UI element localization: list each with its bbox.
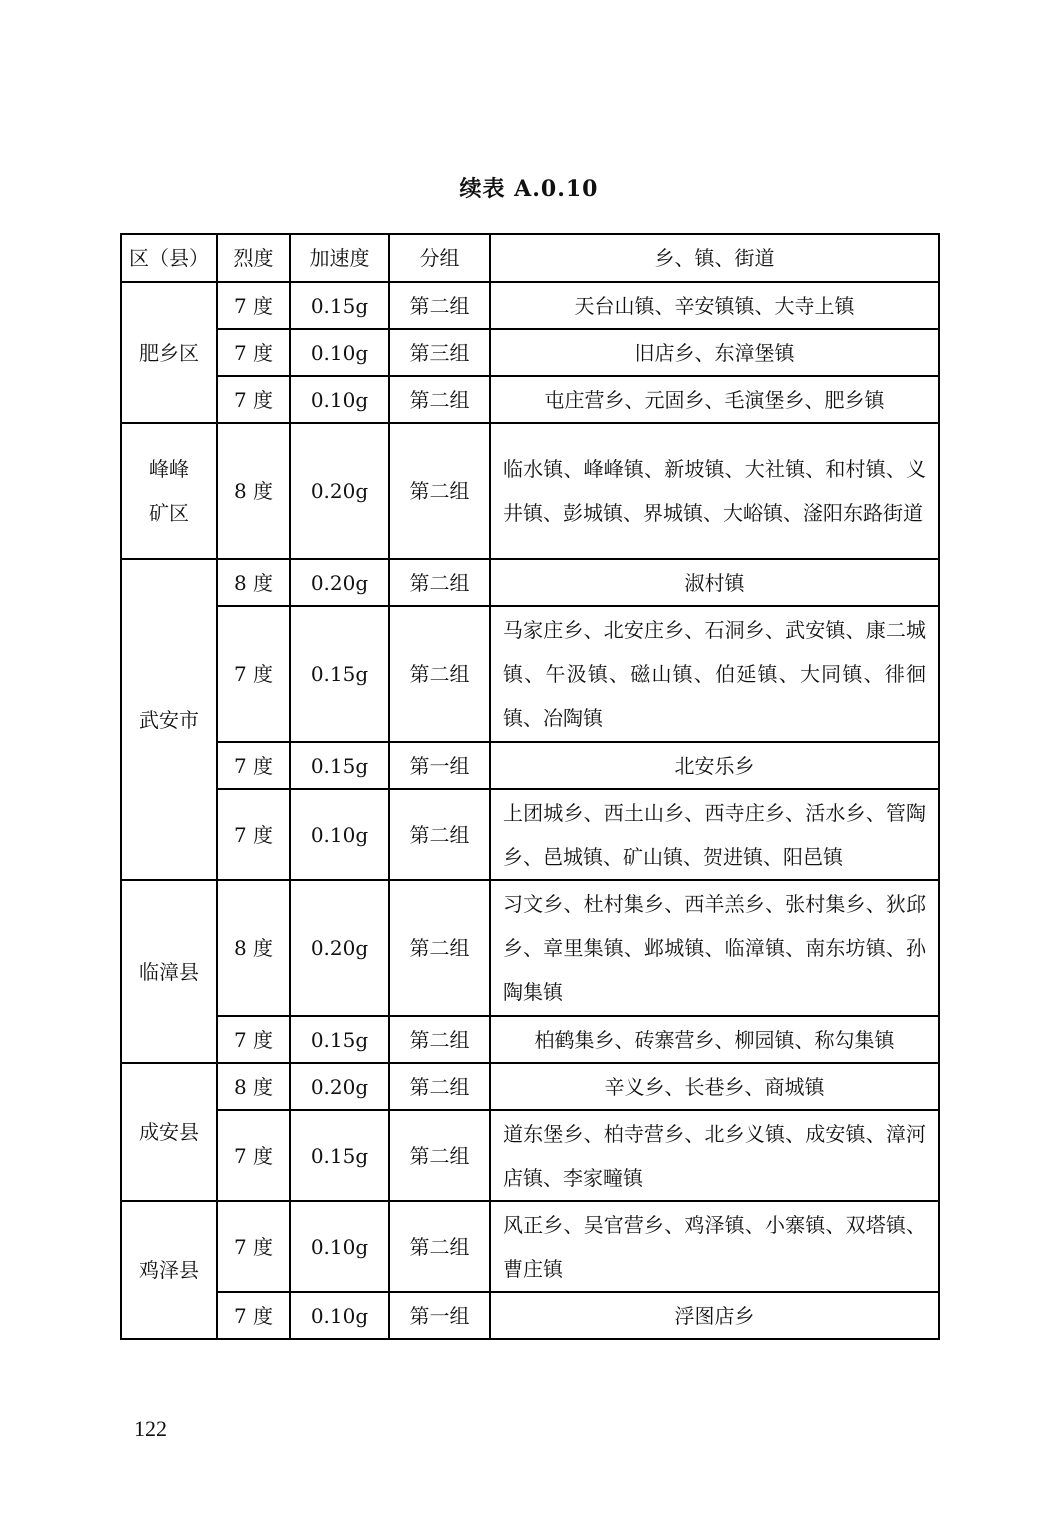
intensity-cell: 7 度 xyxy=(217,376,290,423)
acceleration-cell: 0.15g xyxy=(290,742,389,789)
page-number: 122 xyxy=(134,1416,167,1441)
acceleration-cell: 0.20g xyxy=(290,880,389,1016)
intensity-cell: 7 度 xyxy=(217,329,290,376)
group-cell: 第二组 xyxy=(389,1201,490,1292)
header-group: 分组 xyxy=(389,234,490,282)
towns-cell: 习文乡、杜村集乡、西羊羔乡、张村集乡、狄邱乡、章里集镇、邺城镇、临漳镇、南东坊镇、孙陶集镇 xyxy=(490,880,939,1016)
towns-cell: 柏鹤集乡、砖寨营乡、柳园镇、称勾集镇 xyxy=(490,1016,939,1063)
towns-cell: 辛义乡、长巷乡、商城镇 xyxy=(490,1063,939,1110)
table-row xyxy=(121,329,939,376)
intensity-cell: 7 度 xyxy=(217,742,290,789)
group-cell: 第二组 xyxy=(389,880,490,1016)
district-cell: 武安市 xyxy=(121,559,217,880)
towns-cell: 淑村镇 xyxy=(490,559,939,606)
table-row xyxy=(121,282,939,329)
intensity-cell: 8 度 xyxy=(217,559,290,606)
table-row xyxy=(121,423,939,559)
towns-cell: 上团城乡、西土山乡、西寺庄乡、活水乡、管陶乡、邑城镇、矿山镇、贺进镇、阳邑镇 xyxy=(490,789,939,880)
group-cell: 第二组 xyxy=(389,282,490,329)
table-row xyxy=(121,1110,939,1201)
table-row xyxy=(121,606,939,742)
header-towns: 乡、镇、街道 xyxy=(490,234,939,282)
table-row xyxy=(121,376,939,423)
acceleration-cell: 0.15g xyxy=(290,282,389,329)
towns-cell: 风正乡、吴官营乡、鸡泽镇、小寨镇、双塔镇、曹庄镇 xyxy=(490,1201,939,1292)
towns-cell: 北安乐乡 xyxy=(490,742,939,789)
district-cell: 肥乡区 xyxy=(121,282,217,423)
header-acceleration: 加速度 xyxy=(290,234,389,282)
table-row xyxy=(121,1201,939,1292)
header-row xyxy=(121,234,939,282)
towns-cell: 浮图店乡 xyxy=(490,1292,939,1339)
intensity-cell: 8 度 xyxy=(217,880,290,1016)
table-row xyxy=(121,1016,939,1063)
group-cell: 第二组 xyxy=(389,559,490,606)
table-row xyxy=(121,1063,939,1110)
district-cell: 临漳县 xyxy=(121,880,217,1063)
group-cell: 第三组 xyxy=(389,329,490,376)
group-cell: 第二组 xyxy=(389,606,490,742)
table-body xyxy=(121,282,939,1339)
towns-cell: 屯庄营乡、元固乡、毛演堡乡、肥乡镇 xyxy=(490,376,939,423)
district-cell: 鸡泽县 xyxy=(121,1201,217,1339)
acceleration-cell: 0.10g xyxy=(290,789,389,880)
group-cell: 第二组 xyxy=(389,789,490,880)
intensity-cell: 7 度 xyxy=(217,1201,290,1292)
group-cell: 第一组 xyxy=(389,1292,490,1339)
acceleration-cell: 0.15g xyxy=(290,1016,389,1063)
group-cell: 第二组 xyxy=(389,423,490,559)
table-row xyxy=(121,559,939,606)
towns-cell: 马家庄乡、北安庄乡、石洞乡、武安镇、康二城镇、午汲镇、磁山镇、伯延镇、大同镇、徘徊镇、冶陶镇 xyxy=(490,606,939,742)
acceleration-cell: 0.10g xyxy=(290,329,389,376)
acceleration-cell: 0.10g xyxy=(290,376,389,423)
group-cell: 第二组 xyxy=(389,1016,490,1063)
district-cell: 峰峰 矿区 xyxy=(121,423,217,559)
acceleration-cell: 0.15g xyxy=(290,1110,389,1201)
table-title: 续表 A.0.10 xyxy=(459,176,599,202)
intensity-cell: 7 度 xyxy=(217,606,290,742)
intensity-cell: 8 度 xyxy=(217,423,290,559)
header-intensity: 烈度 xyxy=(217,234,290,282)
intensity-cell: 7 度 xyxy=(217,789,290,880)
group-cell: 第一组 xyxy=(389,742,490,789)
seismic-table xyxy=(120,233,940,1340)
group-cell: 第二组 xyxy=(389,1063,490,1110)
header-district: 区（县） xyxy=(121,234,217,282)
acceleration-cell: 0.10g xyxy=(290,1292,389,1339)
acceleration-cell: 0.20g xyxy=(290,1063,389,1110)
towns-cell: 临水镇、峰峰镇、新坡镇、大社镇、和村镇、义井镇、彭城镇、界城镇、大峪镇、滏阳东路街道 xyxy=(490,423,939,559)
acceleration-cell: 0.20g xyxy=(290,559,389,606)
group-cell: 第二组 xyxy=(389,376,490,423)
towns-cell: 旧店乡、东漳堡镇 xyxy=(490,329,939,376)
table-row xyxy=(121,1292,939,1339)
district-cell: 成安县 xyxy=(121,1063,217,1201)
table-row xyxy=(121,789,939,880)
group-cell: 第二组 xyxy=(389,1110,490,1201)
towns-cell: 道东堡乡、柏寺营乡、北乡义镇、成安镇、漳河店镇、李家疃镇 xyxy=(490,1110,939,1201)
acceleration-cell: 0.15g xyxy=(290,606,389,742)
towns-cell: 天台山镇、辛安镇镇、大寺上镇 xyxy=(490,282,939,329)
intensity-cell: 7 度 xyxy=(217,282,290,329)
acceleration-cell: 0.10g xyxy=(290,1201,389,1292)
intensity-cell: 8 度 xyxy=(217,1063,290,1110)
acceleration-cell: 0.20g xyxy=(290,423,389,559)
intensity-cell: 7 度 xyxy=(217,1016,290,1063)
intensity-cell: 7 度 xyxy=(217,1292,290,1339)
table-row xyxy=(121,742,939,789)
table-row xyxy=(121,880,939,1016)
intensity-cell: 7 度 xyxy=(217,1110,290,1201)
